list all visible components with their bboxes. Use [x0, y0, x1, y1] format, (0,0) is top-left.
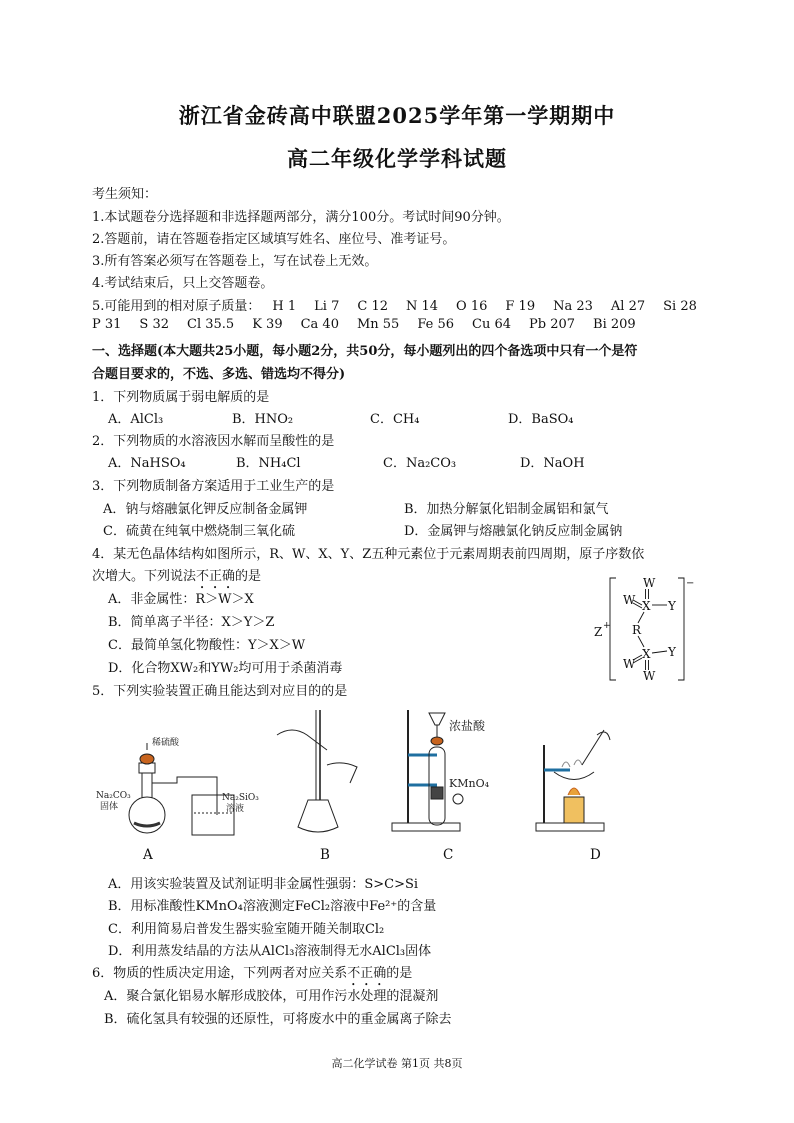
q5-option-a[interactable]: A．用该实验装置及试剂证明非金属性强弱：S>C>Si: [108, 877, 419, 892]
figA-solid-label-1: Na₂CO₃: [96, 791, 131, 801]
atomic-masses-row-2: [92, 317, 654, 332]
question-5-stem: 5．下列实验装置正确且能达到对应目的的是: [92, 684, 348, 699]
fig-x1: X: [642, 599, 651, 613]
figD-burner: [564, 797, 584, 823]
figD-evaporating-dish: [554, 772, 594, 780]
fig-x2: X: [642, 647, 651, 661]
mass-item: Cl 35.5: [187, 317, 235, 332]
q4-option-b[interactable]: B．简单离子半径：X＞Y＞Z: [108, 615, 275, 630]
fig-y1: Y: [668, 599, 676, 613]
mass-item: N 14: [405, 299, 439, 314]
mass-item: Bi 209: [593, 317, 636, 332]
q4-option-c[interactable]: C．最简单氢化物酸性：Y＞X＞W: [108, 638, 306, 653]
figC-reagent-label: KMnO₄: [449, 777, 489, 790]
figA-solution-label-1: Na₂SiO₃: [222, 793, 259, 803]
notice-item-1: 1.本试题卷分选择题和非选择题两部分，满分100分。考试时间90分钟。: [92, 210, 510, 225]
question-2-stem: 2．下列物质的水溶液因水解而呈酸性的是: [92, 434, 335, 449]
q6-option-a[interactable]: A．聚合氯化铝易水解形成胶体，可用作污水处理的混凝剂: [104, 989, 439, 1004]
q1-option-c[interactable]: C．CH₄: [370, 412, 420, 427]
q1-option-b[interactable]: B．HNO₂: [232, 412, 294, 427]
q1-option-d[interactable]: D．BaSO₄: [508, 412, 574, 427]
figA-solution-label-2: 溶液: [226, 804, 245, 814]
mass-item: C 12: [357, 299, 388, 314]
mass-item: Mn 55: [356, 317, 400, 332]
figB-flask: [298, 800, 338, 832]
q5-figure-label-a: A: [143, 847, 153, 863]
figD-stand-base: [536, 823, 604, 831]
q5-figure-label-b: B: [320, 847, 330, 863]
figD-flame: [568, 788, 580, 795]
fig-w-bottom: W: [643, 669, 656, 683]
fig-y2: Y: [668, 645, 676, 659]
question-4-stem-line-1: 4．某无色晶体结构如图所示，R、W、X、Y、Z五种元素位于元素周期表前四周期，原子序数依: [92, 547, 645, 562]
masses-label: 5.可能用到的相对原子质量：: [92, 299, 261, 314]
page-footer: 高二化学试卷 第1页 共8页: [331, 1057, 463, 1070]
figC-stand-base: [392, 823, 460, 831]
q4-crystal-structure-figure: [590, 574, 700, 686]
mass-item: P 31: [92, 317, 122, 332]
section-heading-line-2: 合题目要求的，不选、多选、错选均不得分): [92, 367, 346, 382]
fig-r: R: [632, 623, 642, 637]
figB-hand-right: [327, 763, 357, 783]
figC-funnel: [429, 713, 445, 725]
question-1-stem: 1．下列物质属于弱电解质的是: [92, 390, 270, 405]
q3-option-c[interactable]: C．硫黄在纯氧中燃烧制三氧化硫: [103, 524, 295, 539]
mass-item: H 1: [272, 299, 297, 314]
q2-option-c[interactable]: C．Na₂CO₃: [383, 456, 457, 471]
notice-item-2: 2.答题前，请在答题卷指定区域填写姓名、座位号、准考证号。: [92, 232, 456, 247]
section-heading-line-1: 一、选择题(本大题共25小题，每小题2分，共50分，每小题列出的四个备选项中只有一个是符: [92, 344, 638, 359]
mass-item: K 39: [252, 317, 283, 332]
q2-option-b[interactable]: B．NH₄Cl: [236, 456, 301, 471]
q4-stem-text: 的是: [235, 569, 262, 584]
notice-heading: 考生须知：: [92, 187, 158, 202]
q4-option-a[interactable]: A．非金属性：R＞W＞X: [108, 592, 254, 607]
mass-item: Li 7: [314, 299, 340, 314]
mass-item: Ca 40: [300, 317, 339, 332]
q5-apparatus-figure: [92, 705, 612, 840]
figA-acid-label: 稀硫酸: [152, 738, 180, 748]
q4-emphasis: 不正确: [196, 569, 236, 584]
q6-option-b[interactable]: B．硫化氢具有较强的还原性，可将废水中的重金属离子除去: [104, 1012, 452, 1027]
q1-option-a[interactable]: A．AlCl₃: [108, 412, 164, 427]
q2-option-a[interactable]: A．NaHSO₄: [108, 456, 186, 471]
fig-plus: +: [603, 621, 611, 631]
fig-w-left1: W: [623, 593, 636, 607]
fig-w-top: W: [643, 576, 656, 590]
mass-item: O 16: [456, 299, 488, 314]
q3-option-b[interactable]: B．加热分解氯化铝制金属铝和氯气: [404, 502, 609, 517]
q6-stem-text: 的是: [386, 966, 413, 981]
fig-minus: −: [686, 578, 695, 589]
mass-item: S 32: [139, 317, 170, 332]
q6-stem-text: 6．物质的性质决定用途，下列两者对应关系: [92, 966, 348, 981]
exam-subtitle: 高二年级化学学科试题: [287, 146, 507, 171]
figA-flask: [129, 797, 165, 833]
q5-figure-label-d: D: [590, 847, 601, 863]
q4-stem-text: 次增大。下列说法: [92, 569, 197, 584]
mass-item: Pb 207: [529, 317, 576, 332]
mass-item: Al 27: [610, 299, 646, 314]
mass-item: Na 23: [553, 299, 593, 314]
q3-option-a[interactable]: A．钠与熔融氯化钾反应制备金属钾: [103, 502, 308, 517]
q4-option-d[interactable]: D．化合物XW₂和YW₂均可用于杀菌消毒: [108, 661, 343, 676]
figC-acid-label: 浓盐酸: [449, 719, 486, 733]
q3-option-d[interactable]: D．金属钾与熔融氯化钠反应制金属钠: [404, 524, 623, 539]
q6-emphasis: 不正确: [347, 966, 387, 981]
q2-option-d[interactable]: D．NaOH: [520, 456, 585, 471]
mass-item: Fe 56: [417, 317, 455, 332]
figA-solid-label-2: 固体: [100, 802, 119, 812]
q5-option-d[interactable]: D．利用蒸发结晶的方法从AlCl₃溶液制得无水AlCl₃固体: [108, 944, 432, 959]
mass-item: Cu 64: [472, 317, 512, 332]
notice-item-3: 3.所有答案必须写在答题卷上，写在试卷上无效。: [92, 254, 378, 269]
q5-figure-label-c: C: [443, 847, 454, 863]
atomic-masses-row-1: [92, 295, 697, 314]
mass-item: F 19: [505, 299, 536, 314]
q5-option-c[interactable]: C．利用简易启普发生器实验室随开随关制取Cl₂: [108, 922, 385, 937]
fig-w-left2: W: [623, 657, 636, 671]
fig-z: Z: [594, 625, 603, 639]
question-3-stem: 3．下列物质制备方案适用于工业生产的是: [92, 479, 335, 494]
mass-item: Si 28: [663, 299, 697, 314]
notice-item-4: 4.考试结束后，只上交答题卷。: [92, 276, 274, 291]
exam-title: 浙江省金砖高中联盟2025学年第一学期期中: [178, 103, 616, 128]
q5-option-b[interactable]: B．用标准酸性KMnO₄溶液测定FeCl₂溶液中Fe²⁺的含量: [108, 899, 437, 914]
